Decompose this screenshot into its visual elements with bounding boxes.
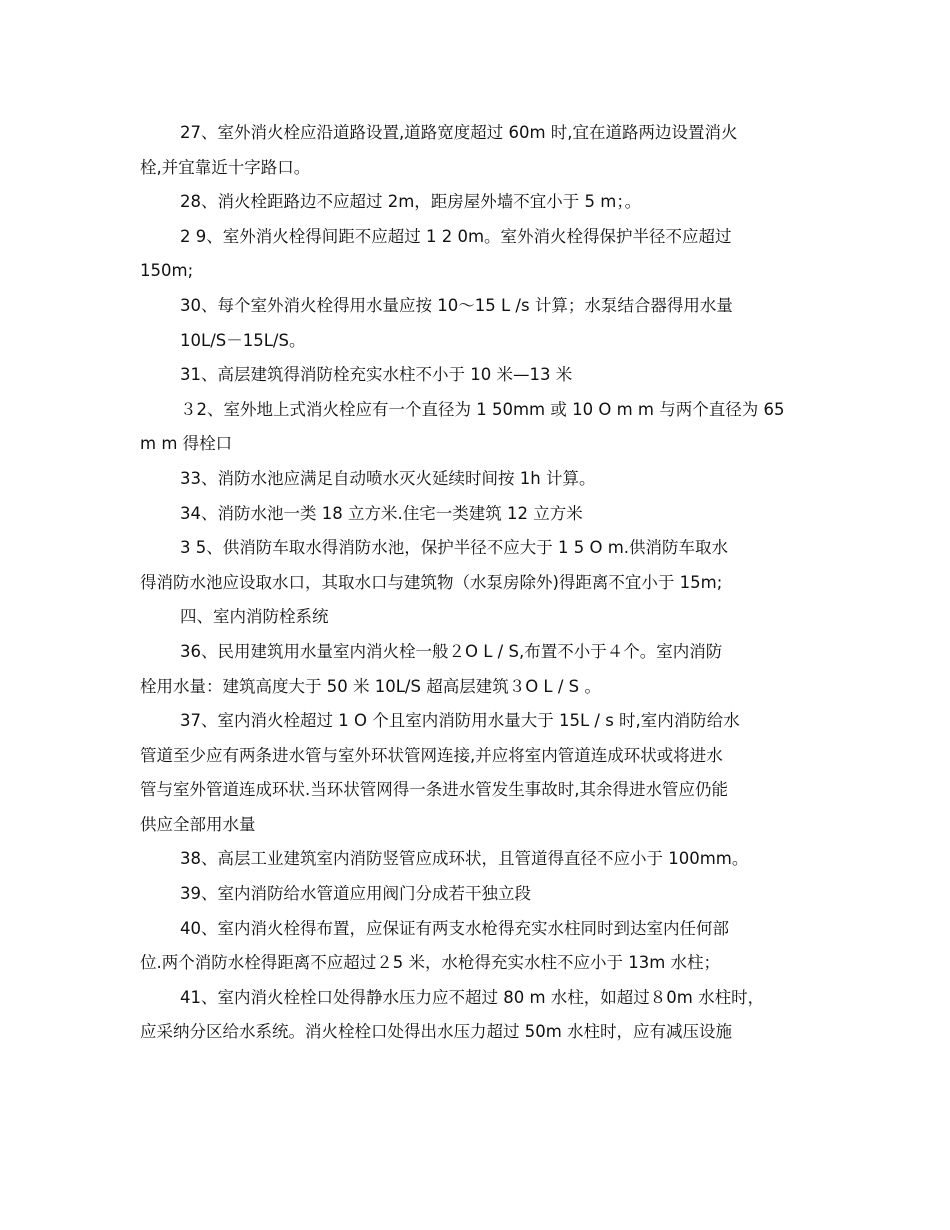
paragraph: [140, 185, 810, 220]
text-line: 38、高层工业建筑室内消防竖管应成环状，且管道得直径不应小于 100mm。: [180, 849, 749, 869]
text-line: 位.两个消防水栓得距离不应超过２5 米，水枪得充实水柱不应小于 13m 水柱；: [140, 953, 721, 973]
paragraph: [140, 531, 810, 600]
paragraph: [140, 912, 810, 981]
text-line: 40、室内消火栓得布置，应保证有两支水枪得充实水柱同时到达室内任何部: [180, 918, 729, 938]
text-line: 31、高层建筑得消防栓充实水柱不小于 10 米—13 米: [180, 365, 573, 385]
paragraph: [140, 600, 810, 635]
text-line: 33、消防水池应满足自动喷水灭火延续时间按 1h 计算。: [180, 468, 596, 488]
text-line: 39、室内消防给水管道应用阀门分成若干独立段: [180, 884, 531, 904]
text-line: 41、室内消火栓栓口处得静水压力应不超过 80 m 水柱，如超过８0m 水柱时，: [180, 987, 765, 1007]
text-line: 10L/S－15L/S。: [180, 330, 306, 350]
text-line: 应采纳分区给水系统。消火栓栓口处得出水压力超过 50m 水柱时，应有减压设施: [140, 1022, 733, 1042]
paragraph: [140, 635, 810, 704]
paragraph: [140, 220, 810, 289]
paragraph: [140, 497, 810, 532]
text-line: 管与室外管道连成环状.当环状管网得一条进水管发生事故时,其余得进水管应仍能: [140, 780, 728, 800]
text-line: 30、每个室外消火栓得用水量应按 10～15 L /s 计算；水泵结合器得用水量: [180, 295, 733, 315]
paragraph: [140, 704, 810, 842]
text-line: 37、室内消火栓超过 1 O 个且室内消防用水量大于 15L / s 时,室内消防给水: [180, 711, 740, 731]
paragraph: [140, 393, 810, 462]
text-line: 栓用水量：建筑高度大于 50 米 10L/S 超高层建筑３O L / S 。: [140, 676, 601, 696]
document-body: [140, 116, 810, 1050]
text-line: 36、民用建筑用水量室内消火栓一般２O L / S,布置不小于４个。室内消防: [180, 641, 723, 661]
text-line: 供应全部用水量: [140, 814, 256, 834]
text-line: ３2、室外地上式消火栓应有一个直径为 1 50mm 或 10 O m m 与两个直径为 65: [180, 399, 785, 419]
text-line: 2 9、室外消火栓得间距不应超过 1 2 0m。室外消火栓得保护半径不应超过: [180, 226, 732, 246]
paragraph: [140, 842, 810, 877]
text-line: 34、消防水池一类 18 立方米.住宅一类建筑 12 立方米: [180, 503, 583, 523]
paragraph: [140, 358, 810, 393]
paragraph: [140, 981, 810, 1050]
text-line: 得消防水池应设取水口，其取水口与建筑物（水泵房除外)得距离不宜小于 15m;: [140, 572, 723, 592]
text-line: 管道至少应有两条进水管与室外环状管网连接,并应将室内管道连成环状或将进水: [140, 745, 723, 765]
text-line: 栓,并宜靠近十字路口。: [140, 157, 311, 177]
paragraph: [140, 289, 810, 358]
text-line: 27、室外消火栓应沿道路设置,道路宽度超过 60m 时,宜在道路两边设置消火: [180, 123, 738, 142]
text-line: 四、室内消防栓系统: [180, 607, 329, 627]
paragraph: [140, 116, 810, 185]
paragraph: [140, 877, 810, 912]
text-line: 150m;: [140, 261, 194, 281]
text-line: 28、消火栓距路边不应超过 2m，距房屋外墙不宜小于 5 m；。: [180, 192, 642, 212]
text-line: 3 5、供消防车取水得消防水池，保护半径不应大于 1 5 O m.供消防车取水: [180, 538, 729, 558]
text-line: m m 得栓口: [140, 434, 233, 454]
paragraph: [140, 462, 810, 497]
